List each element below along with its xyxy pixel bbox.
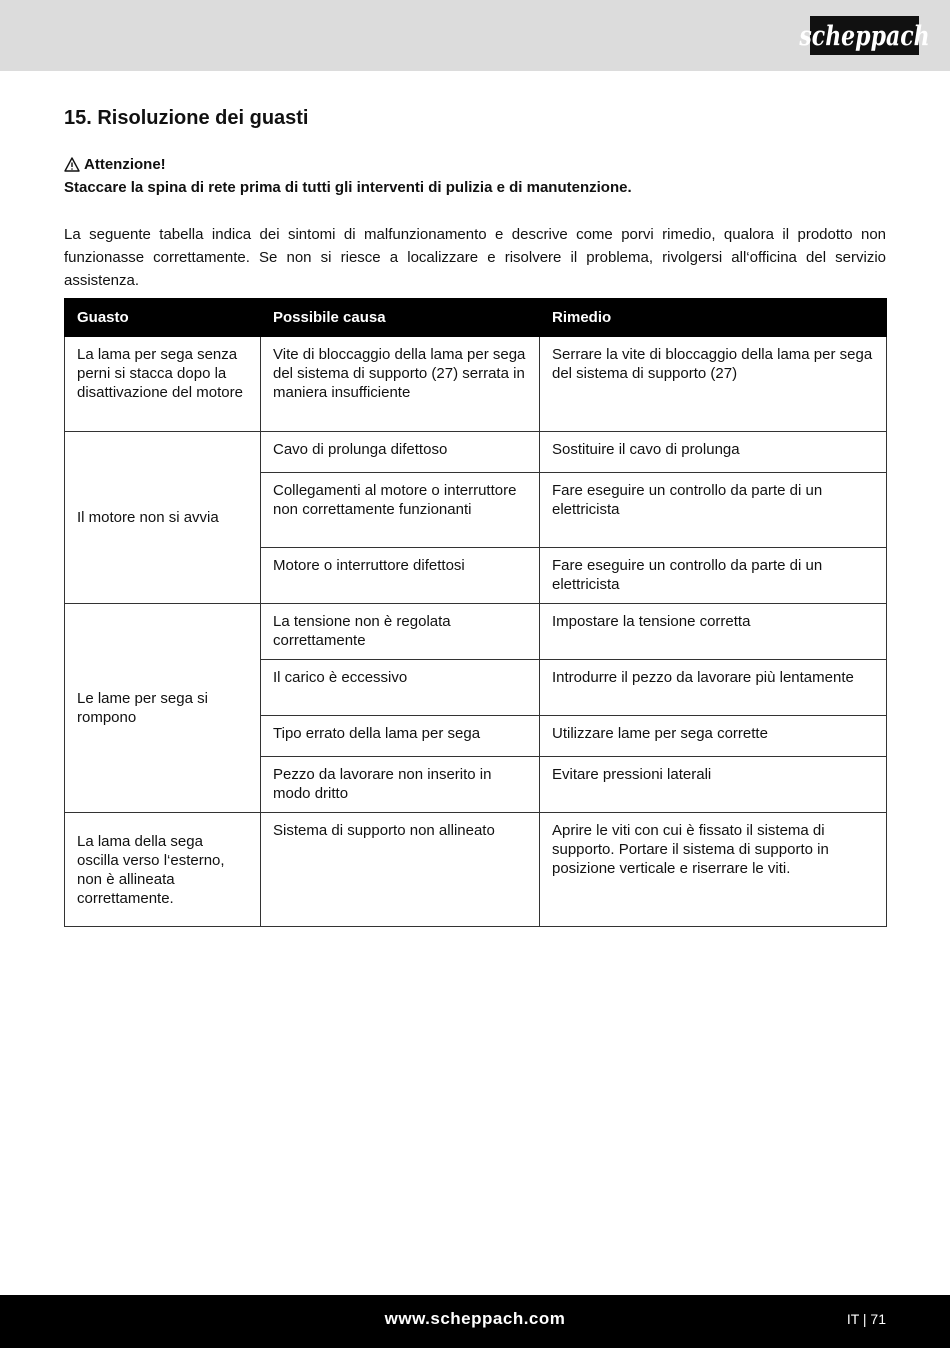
remedy-cell: Evitare pressioni laterali <box>540 757 887 813</box>
cause-cell: Vite di bloccaggio della lama per sega del sistema di supporto (27) serrata in maniera insufficiente <box>261 337 540 432</box>
footer-website: www.scheppach.com <box>384 1309 566 1328</box>
table-header-row <box>65 299 887 337</box>
remedy-cell: Aprire le viti con cui è fissato il sistema di supporto. Portare il sistema di supporto in posizione verticale e riserrare le viti. <box>540 813 887 927</box>
section-title: 15. Risoluzione dei guasti <box>64 107 309 129</box>
table-row <box>65 604 887 660</box>
cause-cell: Collegamenti al motore o interruttore non correttamente funzionanti <box>261 473 540 548</box>
cause-cell: Motore o interruttore difettosi <box>261 548 540 604</box>
remedy-cell: Serrare la vite di bloccaggio della lama per sega del sistema di supporto (27) <box>540 337 887 432</box>
fault-cell: La lama della sega oscilla verso l‘esterno, non è allineata correttamente. <box>65 813 261 927</box>
header-cause: Possibile causa <box>261 299 540 337</box>
table-row <box>65 432 887 473</box>
remedy-cell: Fare eseguire un controllo da parte di un elettricista <box>540 548 887 604</box>
header-remedy: Rimedio <box>540 299 887 337</box>
cause-cell: Pezzo da lavorare non inserito in modo dritto <box>261 757 540 813</box>
warning-icon <box>64 157 80 172</box>
remedy-cell: Utilizzare lame per sega corrette <box>540 716 887 757</box>
fault-cell: Il motore non si avvia <box>65 432 261 604</box>
brand-logo: scheppach <box>810 16 919 55</box>
page-number: IT | 71 <box>846 1311 886 1327</box>
intro-paragraph: La seguente tabella indica dei sintomi di malfunzionamento e descrive come porvi rimedio, qualora il prodotto non funzionasse correttamente. Se non si riesce a localizzare e risolvere il problema, rivolgersi all‘officina del servizio assistenza. <box>64 226 886 289</box>
warning-text: Staccare la spina di rete prima di tutti gli interventi di pulizia e di manutenzione. <box>64 179 632 196</box>
fault-cell: La lama per sega senza perni si stacca dopo la disattivazione del motore <box>65 337 261 432</box>
warning-heading <box>64 156 166 173</box>
cause-cell: La tensione non è regolata correttamente <box>261 604 540 660</box>
table-row <box>65 337 887 432</box>
cause-cell: Tipo errato della lama per sega <box>261 716 540 757</box>
table-row <box>65 813 887 927</box>
footer-bar <box>0 1295 950 1348</box>
warning-title: Attenzione! <box>84 156 166 173</box>
cause-cell: Cavo di prolunga difettoso <box>261 432 540 473</box>
cause-cell: Sistema di supporto non allineato <box>261 813 540 927</box>
remedy-cell: Sostituire il cavo di prolunga <box>540 432 887 473</box>
header-bar <box>0 0 950 71</box>
troubleshooting-table <box>64 298 887 927</box>
remedy-cell: Introdurre il pezzo da lavorare più lentamente <box>540 660 887 716</box>
cause-cell: Il carico è eccessivo <box>261 660 540 716</box>
remedy-cell: Fare eseguire un controllo da parte di un elettricista <box>540 473 887 548</box>
fault-cell: Le lame per sega si rompono <box>65 604 261 813</box>
remedy-cell: Impostare la tensione corretta <box>540 604 887 660</box>
header-fault: Guasto <box>65 299 261 337</box>
